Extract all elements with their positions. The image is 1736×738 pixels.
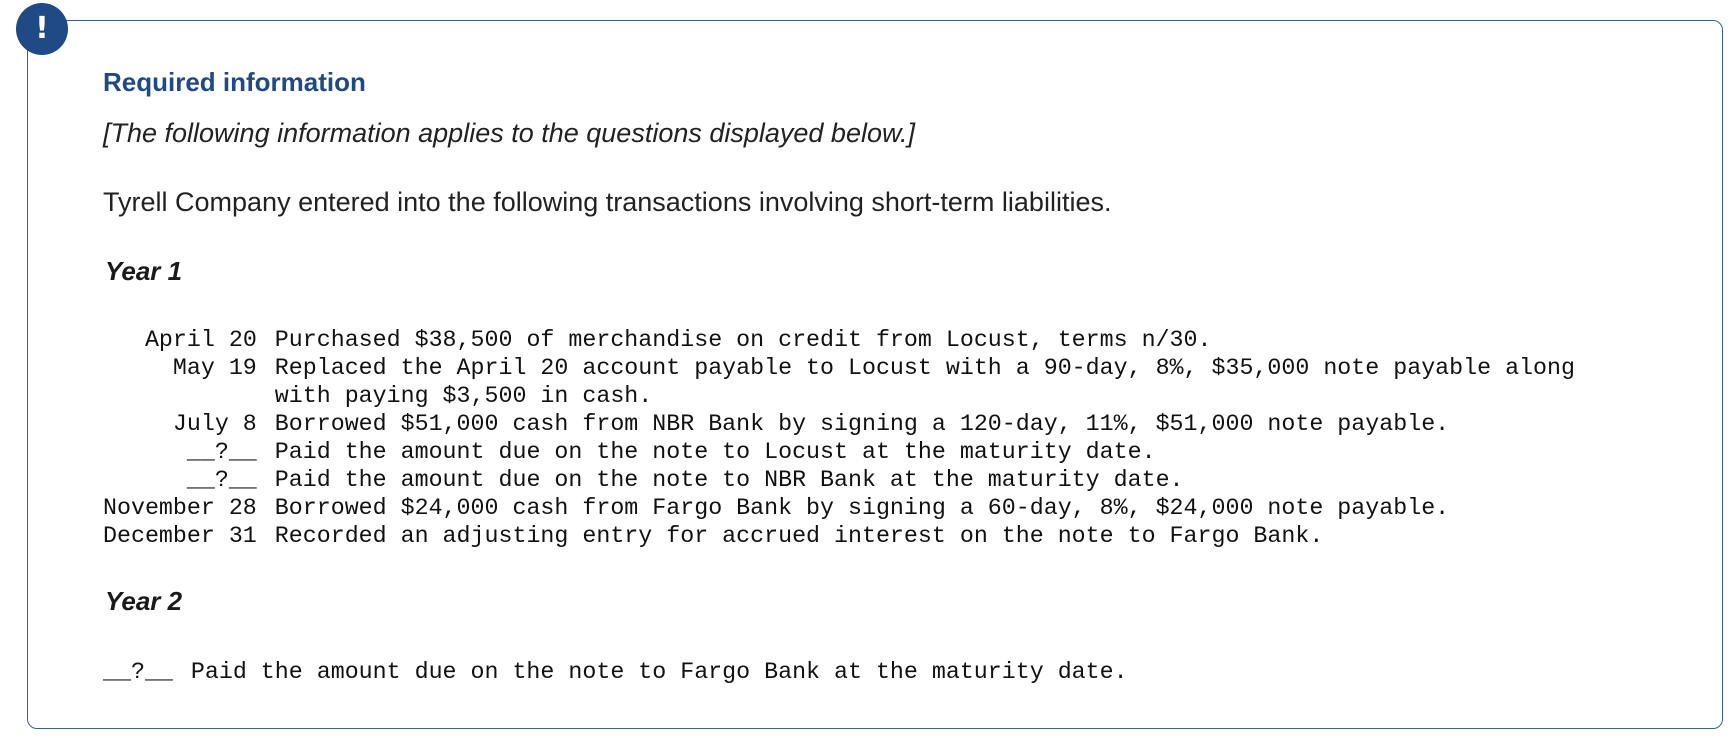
transaction-row [103, 438, 1605, 466]
year-1-heading: Year 1 [105, 256, 183, 286]
transaction-row [103, 354, 1605, 410]
transaction-row [103, 494, 1605, 522]
transaction-row [103, 522, 1605, 550]
transaction-row [103, 466, 1605, 494]
transaction-description: Purchased $38,500 of merchandise on credit from Locust, terms n/30. [274, 327, 1212, 353]
transaction-date: __?__ [103, 659, 173, 685]
transaction-description: Borrowed $24,000 cash from Fargo Bank by signing a 60-day, 8%, $24,000 note payable. [274, 495, 1450, 521]
transaction-description: Paid the amount due on the note to NBR Bank at the maturity date. [274, 467, 1184, 493]
transaction-description: Borrowed $51,000 cash from NBR Bank by signing a 120-day, 11%, $51,000 note payable. [274, 411, 1450, 437]
applies-note: [The following information applies to the questions displayed below.] [103, 118, 915, 148]
year-2-heading: Year 2 [105, 586, 183, 616]
transaction-description: Recorded an adjusting entry for accrued interest on the note to Fargo Bank. [274, 523, 1324, 549]
transaction-date: __?__ [186, 467, 257, 493]
alert-exclamation-icon: ! [16, 3, 68, 55]
transaction-date: November 28 [103, 495, 257, 521]
transaction-description: Paid the amount due on the note to Locust at the maturity date. [274, 439, 1156, 465]
panel-heading: Required information [103, 67, 366, 97]
transaction-row [103, 326, 1605, 354]
transaction-row [103, 410, 1605, 438]
transaction-date: December 31 [103, 523, 257, 549]
transaction-date: May 19 [172, 355, 257, 381]
intro-text: Tyrell Company entered into the following transactions involving short-term liabilities. [103, 187, 1112, 217]
transaction-date: April 20 [144, 327, 257, 353]
transaction-date: __?__ [186, 439, 257, 465]
transaction-date: July 8 [172, 411, 257, 437]
transaction-description: Paid the amount due on the note to Fargo Bank at the maturity date. [190, 659, 1128, 685]
year-2-transaction-row [103, 658, 1128, 686]
year-1-transactions-table [103, 326, 1605, 550]
transaction-description: Replaced the April 20 account payable to Locust with a 90-day, 8%, $35,000 note payable along with paying $3,500 in cash. [274, 355, 1575, 409]
